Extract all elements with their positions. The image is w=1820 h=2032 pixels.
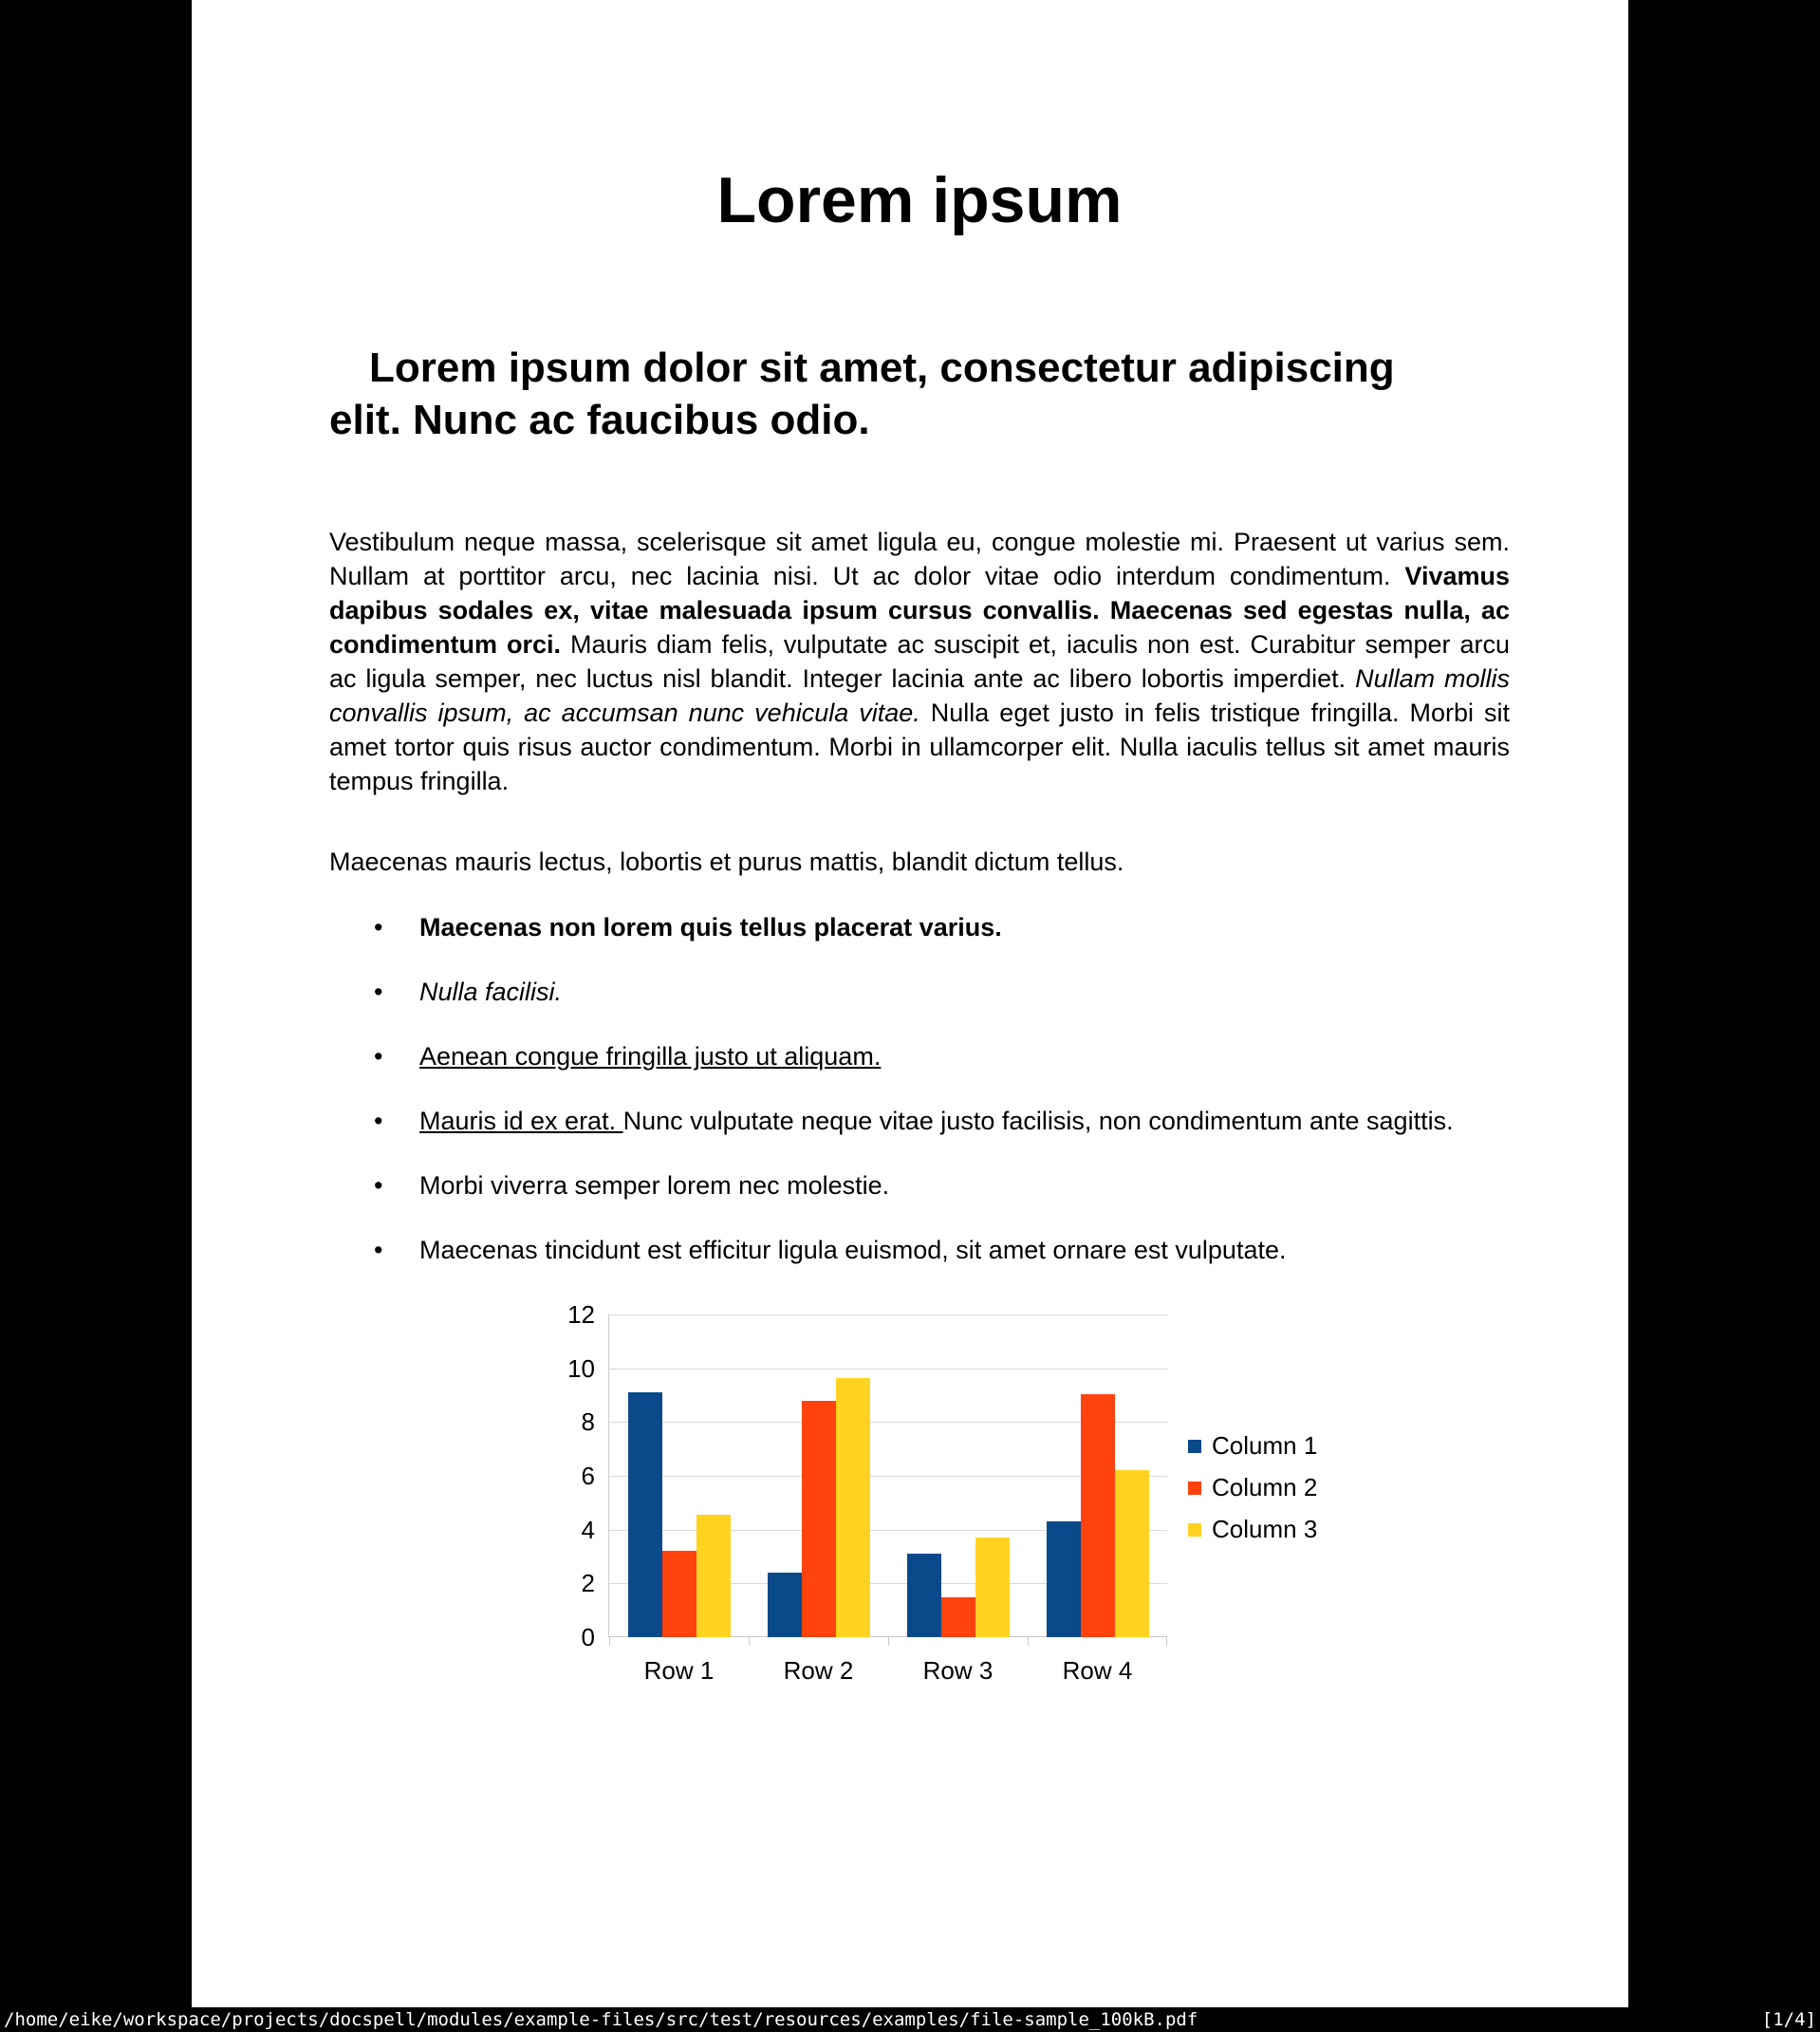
list-item [419,975,1510,1009]
legend-swatch [1188,1440,1201,1453]
x-axis-tick-label: Row 3 [922,1656,994,1685]
text-segment-normal: Maecenas tincidunt est efficitur ligula euismod, sit amet ornare est vulputate. [419,1236,1287,1264]
bar-column-1 [768,1573,802,1637]
x-axis-tick [749,1637,750,1646]
y-axis-tick-label: 0 [581,1623,595,1651]
bar-column-3 [975,1538,1010,1637]
bar-column-1 [628,1392,662,1637]
bar-column-1 [907,1554,941,1637]
bar-column-2 [662,1551,696,1637]
bar-column-3 [836,1378,870,1637]
x-axis-tick [1166,1637,1167,1646]
status-file-path: /home/eike/workspace/projects/docspell/modules/example-files/src/test/resources/examples/file-sample_100kB.pdf [4,2009,1198,2030]
text-segment-bold: Vivamus dapibus sodales ex, vitae malesuada ipsum cursus convallis. Maecenas sed egestas nulla, ac condimentum orci. [329,562,1510,659]
list-item [419,910,1510,944]
legend-entry [1188,1475,1317,1501]
bar-group [888,1314,1028,1637]
x-axis-tick-label: Row 2 [783,1656,854,1685]
list-item [419,1168,1510,1202]
text-segment-italic: Nullam mollis convallis ipsum, ac accumsan nunc vehicula vitae. [329,664,1510,727]
list-item [419,1104,1510,1138]
x-axis-tick-label: Row 4 [1062,1656,1133,1685]
y-axis-tick-label: 8 [581,1407,595,1437]
list-item [419,1039,1510,1073]
paragraph-lead: Maecenas mauris lectus, lobortis et purus mattis, blandit dictum tellus. [329,848,1124,876]
text-segment-normal: Mauris diam felis, vulputate ac suscipit et, iaculis non est. Curabitur semper arcu ac ligula semper, nec luctus nisl blandit. Integer lacinia ante ac libero lobortis imperdiet. [329,630,1510,693]
status-page-indicator: [1/4] [1761,2009,1816,2030]
y-axis-tick-label: 4 [581,1515,595,1544]
text-segment-normal: Nulla eget justo in felis tristique fringilla. Morbi sit amet tortor quis risus auctor condimentum. Morbi in ullamcorper elit. Nulla iaculis tellus sit amet mauris tempus fringilla. [329,699,1510,795]
x-axis-tick-label: Row 1 [643,1656,715,1685]
bar-column-3 [1115,1470,1149,1637]
bar-group [749,1314,888,1637]
legend-swatch [1188,1523,1201,1537]
bar-chart [565,1300,1510,1685]
paragraph-body [329,525,1510,798]
text-segment-underline: Mauris id ex erat. [419,1107,623,1135]
bullet-list [329,910,1510,1267]
legend-label: Column 3 [1212,1515,1318,1543]
legend-entry [1188,1433,1317,1459]
chart-legend [1188,1433,1317,1558]
bar-column-2 [1081,1394,1115,1637]
bar-column-2 [941,1597,975,1638]
y-axis-tick-label: 10 [567,1353,595,1383]
y-axis-tick-label: 12 [567,1300,595,1329]
y-axis-tick-label: 2 [581,1569,595,1598]
document-page[interactable] [192,0,1628,2007]
bar-group [1028,1314,1167,1637]
x-axis-tick [609,1637,610,1646]
text-segment-bold: Maecenas non lorem quis tellus placerat varius. [419,913,1002,941]
y-axis-tick-label: 6 [581,1462,595,1490]
text-segment-normal: Nunc vulputate neque vitae justo facilisis, non condimentum ante sagittis. [622,1107,1454,1135]
text-segment-normal: Morbi viverra semper lorem nec molestie. [419,1171,890,1200]
bar-column-3 [696,1515,731,1637]
document-title: Lorem ipsum [716,164,1123,236]
legend-label: Column 2 [1212,1473,1318,1501]
x-axis-tick [888,1637,889,1646]
text-segment-normal: Vestibulum neque massa, scelerisque sit amet ligula eu, congue molestie mi. Praesent ut varius sem. Nullam at porttitor arcu, nec lacinia nisi. Ut ac dolor vitae odio interdum condimentum. [329,528,1510,590]
chart-plot-area [608,1314,1167,1685]
bar-group [609,1314,749,1637]
document-heading: Lorem ipsum dolor sit amet, consectetur adipiscing elit. Nunc ac faucibus odio. [329,345,1395,443]
text-segment-italic: Nulla facilisi. [419,978,563,1006]
list-item [419,1233,1510,1267]
chart-bars [609,1314,1167,1637]
status-bar [0,2007,1820,2032]
bar-column-2 [802,1401,836,1637]
legend-swatch [1188,1482,1201,1495]
text-segment-underline: Aenean congue fringilla justo ut aliquam. [419,1042,882,1071]
bar-column-1 [1047,1521,1081,1637]
legend-entry [1188,1517,1317,1542]
chart-y-axis [565,1300,608,1651]
legend-label: Column 1 [1212,1431,1318,1460]
x-axis-tick [1028,1637,1029,1646]
